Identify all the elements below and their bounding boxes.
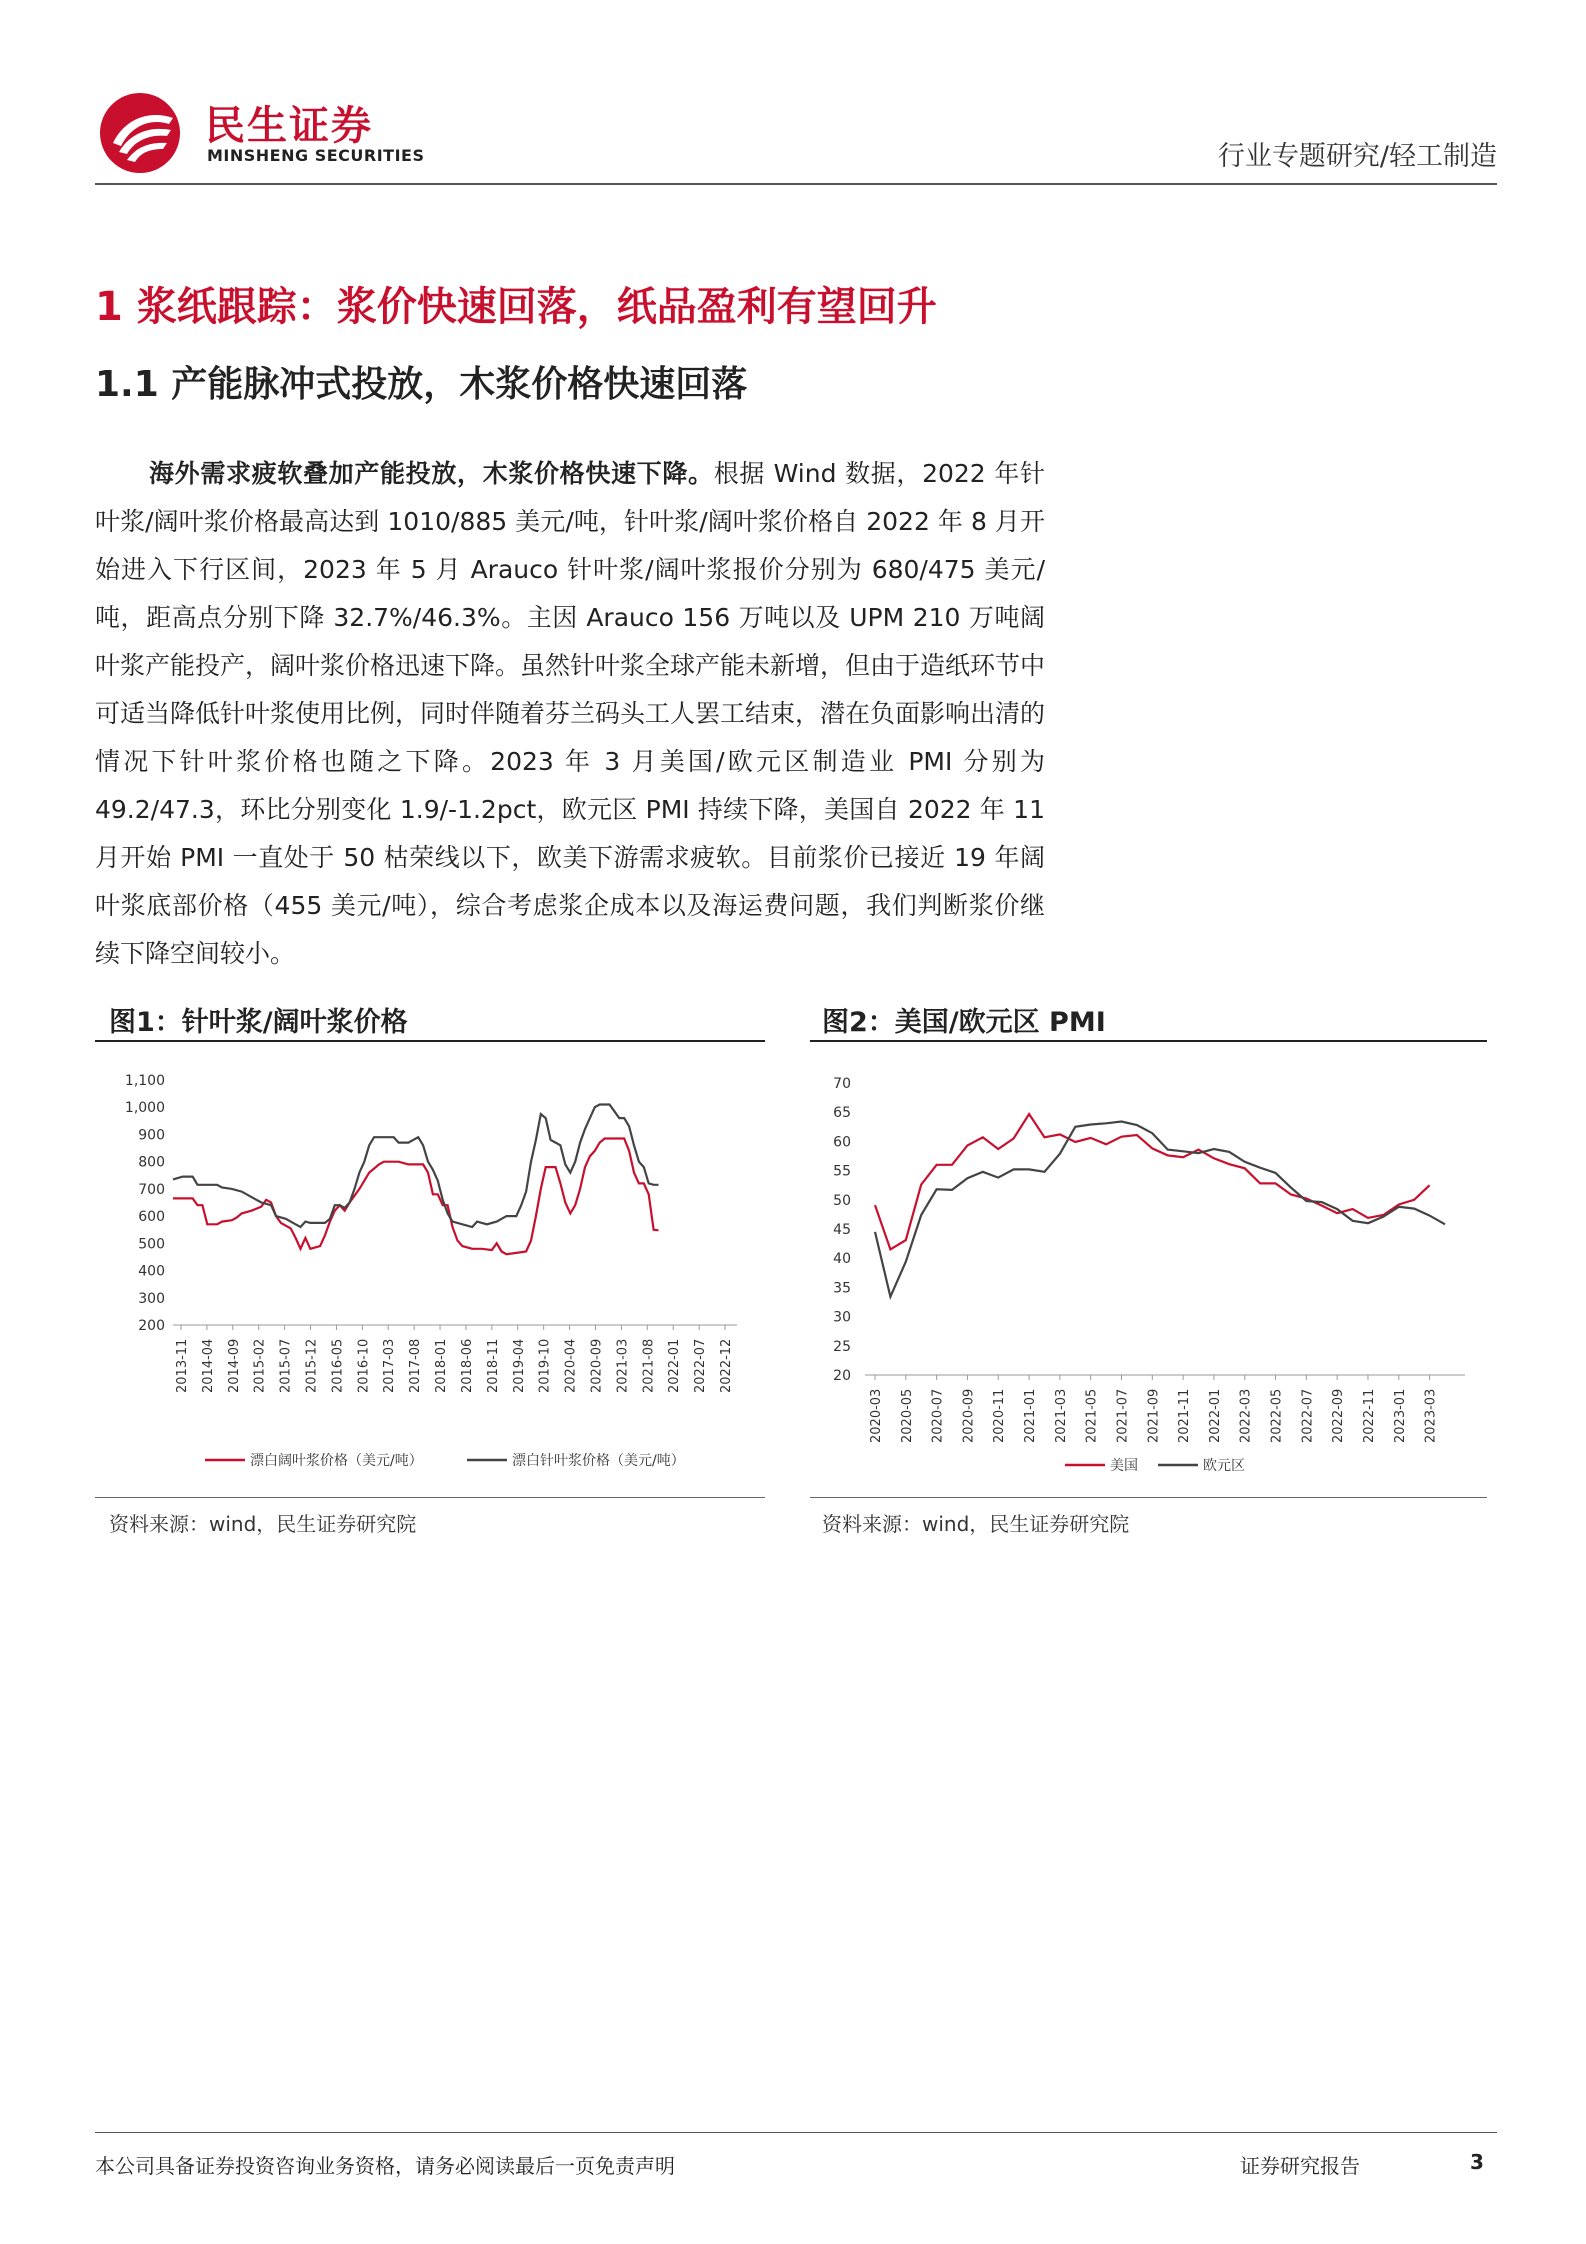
x-tick-label: 2022-01 xyxy=(1207,1388,1223,1443)
figure-2-title-text: 图2：美国/欧元区 PMI xyxy=(822,1007,1106,1038)
y-tick-label: 40 xyxy=(833,1251,851,1268)
legend-label-us: 美国 xyxy=(1110,1458,1138,1474)
x-tick-label: 2016-05 xyxy=(330,1338,346,1393)
x-tick-label: 2020-09 xyxy=(589,1338,605,1393)
legend-label-softwood: 漂白针叶浆价格（美元/吨） xyxy=(512,1453,685,1469)
x-tick-label: 2022-03 xyxy=(1238,1388,1254,1443)
x-tick-label: 2022-09 xyxy=(1331,1388,1347,1443)
figure-1-title xyxy=(95,1000,765,1042)
x-tick-label: 2022-11 xyxy=(1361,1388,1377,1443)
y-tick-label: 65 xyxy=(833,1105,851,1122)
brand-name-cn: 民生证券 xyxy=(205,103,373,149)
x-tick-label: 2022-07 xyxy=(1300,1388,1316,1443)
x-tick-label: 2021-03 xyxy=(615,1338,631,1393)
x-tick-label: 2020-09 xyxy=(961,1388,977,1443)
page-header xyxy=(95,88,1497,185)
figure-1-source xyxy=(95,1497,765,1537)
x-tick-label: 2014-09 xyxy=(226,1338,242,1393)
figure-2-source xyxy=(810,1497,1487,1537)
y-tick-label: 700 xyxy=(138,1181,165,1198)
x-tick-label: 2022-12 xyxy=(719,1338,734,1393)
x-tick-label: 2023-03 xyxy=(1423,1388,1439,1443)
x-tick-label: 2016-10 xyxy=(356,1338,372,1393)
x-tick-label: 2021-07 xyxy=(1115,1388,1131,1443)
y-tick-label: 600 xyxy=(138,1209,165,1226)
x-tick-label: 2023-01 xyxy=(1392,1388,1408,1443)
x-tick-label: 2021-11 xyxy=(1177,1388,1193,1443)
x-tick-label: 2022-07 xyxy=(693,1338,709,1393)
x-tick-label: 2020-04 xyxy=(563,1338,579,1393)
y-tick-label: 60 xyxy=(833,1134,851,1151)
hardwood-pulp-line xyxy=(173,1139,659,1255)
footer-divider xyxy=(95,2132,1497,2133)
body-paragraph xyxy=(95,450,1045,978)
eurozone-pmi-line xyxy=(875,1122,1445,1297)
paragraph-lead: 海外需求疲软叠加产能投放，木浆价格快速下降。 xyxy=(149,459,714,488)
x-tick-label: 2021-05 xyxy=(1084,1388,1100,1443)
x-tick-label: 2014-04 xyxy=(200,1338,216,1393)
y-tick-label: 70 xyxy=(833,1076,851,1092)
x-tick-label: 2018-06 xyxy=(459,1338,475,1393)
pmi-chart xyxy=(810,1050,1487,1490)
pulp-price-chart xyxy=(95,1050,765,1490)
figure-2-source-text: 资料来源：wind，民生证券研究院 xyxy=(822,1512,1130,1536)
x-tick-label: 2017-03 xyxy=(382,1338,398,1393)
section-title: 1 浆纸跟踪：浆价快速回落，纸品盈利有望回升 xyxy=(95,284,937,330)
x-tick-label: 2020-05 xyxy=(899,1388,915,1443)
x-tick-label: 2017-08 xyxy=(408,1338,424,1393)
x-tick-label: 2020-07 xyxy=(930,1388,946,1443)
x-tick-label: 2020-11 xyxy=(992,1388,1008,1443)
x-tick-label: 2021-08 xyxy=(641,1338,657,1393)
y-tick-label: 55 xyxy=(833,1163,851,1180)
x-tick-label: 2015-12 xyxy=(304,1338,320,1393)
figure-2-title xyxy=(810,1000,1487,1042)
figure-1-source-text: 资料来源：wind，民生证券研究院 xyxy=(109,1512,417,1536)
x-tick-label: 2019-04 xyxy=(511,1338,527,1393)
y-tick-label: 25 xyxy=(833,1338,851,1355)
y-tick-label: 50 xyxy=(833,1192,851,1209)
y-tick-label: 20 xyxy=(833,1368,851,1384)
y-tick-label: 400 xyxy=(138,1263,165,1280)
x-tick-label: 2015-02 xyxy=(252,1338,268,1393)
subsection-title: 1.1 产能脉冲式投放，木浆价格快速回落 xyxy=(95,364,748,405)
y-tick-label: 45 xyxy=(833,1222,851,1238)
y-tick-label: 900 xyxy=(138,1127,165,1144)
y-tick-label: 1,100 xyxy=(124,1073,165,1089)
x-tick-label: 2019-10 xyxy=(537,1338,553,1393)
x-tick-label: 2018-01 xyxy=(434,1338,450,1393)
x-tick-label: 2020-03 xyxy=(869,1388,884,1443)
brand-name-en: MINSHENG SECURITIES xyxy=(207,146,425,165)
x-tick-label: 2015-07 xyxy=(278,1338,294,1393)
footer-report-type: 证券研究报告 xyxy=(1240,2154,1360,2178)
y-tick-label: 500 xyxy=(138,1236,165,1253)
report-category: 行业专题研究/轻工制造 xyxy=(1217,141,1497,172)
x-tick-label: 2022-05 xyxy=(1269,1388,1285,1443)
figure-1-title-text: 图1：针叶浆/阔叶浆价格 xyxy=(109,1007,408,1038)
y-tick-label: 200 xyxy=(138,1318,165,1334)
y-tick-label: 30 xyxy=(833,1309,851,1326)
x-tick-label: 2021-09 xyxy=(1146,1388,1162,1443)
minsheng-logo-icon xyxy=(95,88,185,178)
footer-disclaimer: 本公司具备证券投资咨询业务资格，请务必阅读最后一页免责声明 xyxy=(95,2154,675,2178)
y-tick-label: 800 xyxy=(138,1154,165,1171)
page-number: 3 xyxy=(1470,2150,1484,2174)
legend-label-hardwood: 漂白阔叶浆价格（美元/吨） xyxy=(250,1453,423,1469)
x-tick-label: 2022-01 xyxy=(667,1338,683,1393)
x-tick-label: 2021-01 xyxy=(1023,1388,1039,1443)
legend-label-eurozone: 欧元区 xyxy=(1203,1458,1245,1474)
paragraph-body: 根据 Wind 数据，2022 年针叶浆/阔叶浆价格最高达到 1010/885 美元/吨，针叶浆/阔叶浆价格自 2022 年 8 月开始进入下行区间，2023 年 5 月 Arauco 针叶浆/阔叶浆报价分别为 680/475 美元/吨，距高点分别下降 32.7%/46.3%。主因 Arauco 156 万吨以及 UPM 210 万吨阔叶浆产能投产，阔叶浆价格迅速下降。虽然针叶浆全球产能未新增，但由于造纸环节中可适当降低针叶浆使用比例，同时伴随着芬兰码头工人罢工结束，潜在负面影响出清的情况下针叶浆价格也随之下降。2023 年 3 月美国/欧元区制造业 PMI 分别为 49.2/47.3，环比分别变化 1.9/-1.2pct，欧元区 PMI 持续下降，美国自 2022 年 11 月开始 PMI 一直处于 50 枯荣线以下，欧美下游需求疲软。目前浆价已接近 19 年阔叶浆底部价格（455 美元/吨），综合考虑浆企成本以及海运费问题，我们判断浆价继续下降空间较小。 xyxy=(95,459,1046,968)
x-tick-label: 2018-11 xyxy=(485,1338,501,1393)
x-tick-label: 2021-03 xyxy=(1053,1388,1069,1443)
y-tick-label: 35 xyxy=(833,1280,851,1297)
y-tick-label: 300 xyxy=(138,1290,165,1307)
y-tick-label: 1,000 xyxy=(124,1100,165,1117)
x-tick-label: 2013-11 xyxy=(175,1338,190,1393)
